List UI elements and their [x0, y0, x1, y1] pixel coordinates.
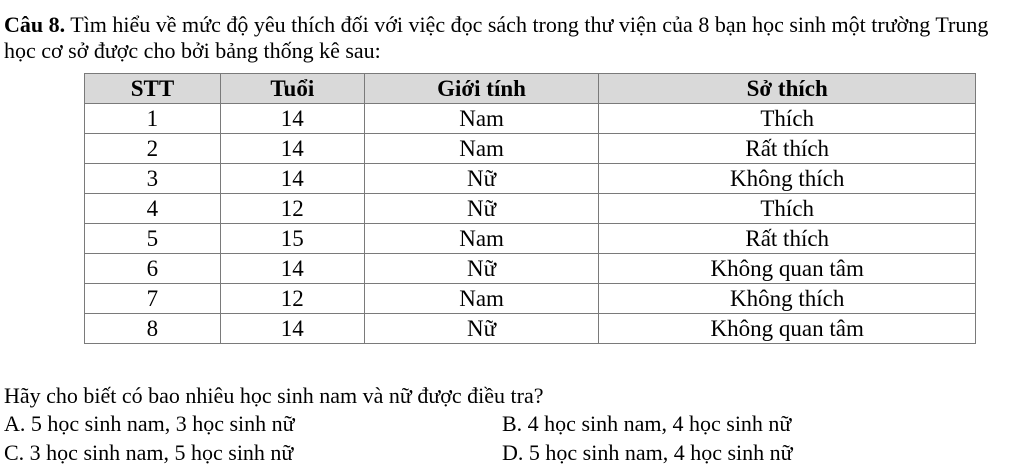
header-stt: STT	[85, 74, 221, 104]
cell-age: 15	[220, 224, 364, 254]
cell-preference: Rất thích	[599, 134, 976, 164]
cell-age: 14	[220, 134, 364, 164]
cell-preference: Không thích	[599, 164, 976, 194]
option-a[interactable]: A. 5 học sinh nam, 3 học sinh nữ	[4, 411, 295, 436]
question-prompt: Hãy cho biết có bao nhiêu học sinh nam và nữ được điều tra?	[4, 383, 544, 408]
cell-stt: 2	[85, 134, 221, 164]
table-row	[85, 164, 976, 194]
cell-age: 14	[220, 254, 364, 284]
cell-preference: Thích	[599, 194, 976, 224]
cell-gender: Nam	[364, 104, 599, 134]
table-row	[85, 224, 976, 254]
cell-gender: Nam	[364, 134, 599, 164]
option-b[interactable]: B. 4 học sinh nam, 4 học sinh nữ	[502, 411, 792, 436]
question-label: Câu 8.	[4, 12, 66, 37]
cell-preference: Không thích	[599, 284, 976, 314]
cell-stt: 7	[85, 284, 221, 314]
table-row	[85, 194, 976, 224]
cell-age: 14	[220, 104, 364, 134]
option-d[interactable]: D. 5 học sinh nam, 4 học sinh nữ	[502, 440, 793, 465]
header-gender: Giới tính	[364, 74, 599, 104]
cell-stt: 3	[85, 164, 221, 194]
cell-age: 12	[220, 194, 364, 224]
question-intro	[4, 12, 1020, 64]
header-age: Tuổi	[220, 74, 364, 104]
question-text: Tìm hiểu về mức độ yêu thích đối với việc đọc sách trong thư viện của 8 bạn học sinh một trường Trung học cơ sở được cho bởi bảng thống kê sau:	[4, 12, 989, 63]
table-row	[85, 134, 976, 164]
cell-age: 14	[220, 164, 364, 194]
cell-stt: 1	[85, 104, 221, 134]
table-row	[85, 284, 976, 314]
cell-stt: 4	[85, 194, 221, 224]
cell-age: 14	[220, 314, 364, 344]
statistics-table	[84, 73, 976, 344]
table-row	[85, 254, 976, 284]
cell-preference: Rất thích	[599, 224, 976, 254]
option-c[interactable]: C. 3 học sinh nam, 5 học sinh nữ	[4, 440, 294, 465]
header-preference: Sở thích	[599, 74, 976, 104]
cell-preference: Không quan tâm	[599, 254, 976, 284]
table-row	[85, 314, 976, 344]
cell-gender: Nữ	[364, 254, 599, 284]
cell-age: 12	[220, 284, 364, 314]
cell-preference: Thích	[599, 104, 976, 134]
table-row	[85, 104, 976, 134]
table-header-row	[85, 74, 976, 104]
cell-gender: Nữ	[364, 164, 599, 194]
cell-preference: Không quan tâm	[599, 314, 976, 344]
cell-gender: Nữ	[364, 314, 599, 344]
cell-gender: Nam	[364, 224, 599, 254]
cell-stt: 6	[85, 254, 221, 284]
cell-stt: 8	[85, 314, 221, 344]
cell-gender: Nữ	[364, 194, 599, 224]
cell-stt: 5	[85, 224, 221, 254]
cell-gender: Nam	[364, 284, 599, 314]
